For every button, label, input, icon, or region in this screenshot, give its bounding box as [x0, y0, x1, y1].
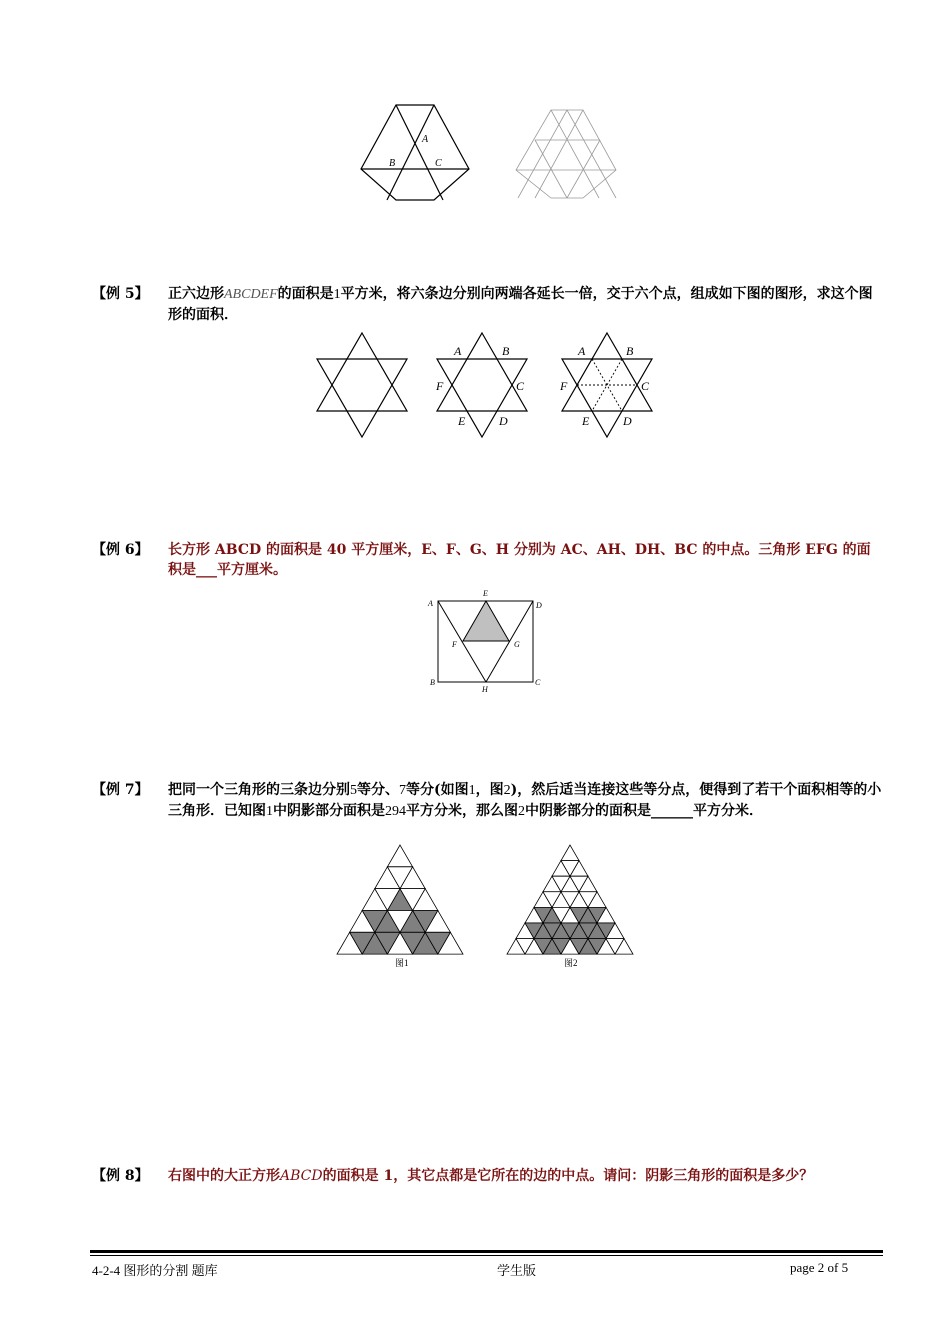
label-d: D — [536, 601, 542, 610]
label-d: D — [499, 414, 508, 428]
example-8-text — [168, 1166, 884, 1186]
text: 等分、 — [357, 782, 399, 798]
label-b: B — [430, 678, 435, 687]
text: 中阴影部分面积是 — [273, 803, 385, 819]
text: 等分(如图 — [406, 782, 469, 798]
example-6-text: 长方形 ABCD 的面积是 40 平方厘米，E、F、G、H 分别为 AC、AH、DH、BC 的中点。三角形 EFG 的面积是___平方厘米。 — [168, 542, 871, 578]
number: 1 — [333, 287, 341, 302]
number: 1 — [266, 804, 273, 819]
label-c: C — [435, 158, 442, 169]
label-g: G — [514, 640, 520, 649]
triangle-figure-2 — [507, 845, 633, 954]
text: 平方分米，那么图 — [406, 803, 518, 819]
footer-page-number: page 2 of 5 — [790, 1260, 849, 1275]
label-c: C — [641, 379, 650, 393]
text: 的面积是 — [277, 286, 334, 302]
label-b: B — [389, 158, 396, 169]
example-7-figures — [335, 840, 640, 975]
text: 正六边形 — [168, 286, 224, 302]
footer-rule-thin — [90, 1255, 883, 1256]
star-3-dotted-lines — [577, 359, 637, 411]
label-a: A — [454, 344, 462, 358]
example-7-text — [168, 780, 884, 822]
number: 1 — [468, 783, 476, 798]
text: 平方米，将六条边分别向两端各延长一倍，交于六个点，组成如下图的图形，求这个图形的面积． — [168, 286, 873, 323]
star-2 — [437, 333, 527, 437]
example-6-label: 【例 6】 — [92, 542, 149, 558]
footer-rule-thick — [90, 1250, 883, 1253]
text: ，图 — [475, 782, 504, 798]
text: )，然后适当连接这些等分点，便得到了若干个面积相等的小三角形．已知图 — [168, 782, 882, 819]
number: 5 — [350, 783, 357, 798]
top-hexagon-figures — [355, 100, 625, 205]
text: 的面积是 1，其它点都是它所在的边的中点。请问：阴影三角形的面积是多少？ — [322, 1168, 814, 1184]
footer-left: 4-2-4 图形的分割 题库 — [92, 1263, 218, 1278]
number: 2 — [518, 804, 525, 819]
number: 2 — [503, 783, 511, 798]
footer-center: 学生版 — [497, 1263, 537, 1278]
star-1 — [317, 333, 407, 437]
label-b: B — [626, 344, 634, 358]
label-e: E — [582, 414, 590, 428]
number: 294 — [385, 804, 406, 819]
hexagon-abc — [361, 105, 469, 200]
triangle-figure-1 — [337, 845, 463, 954]
label-e: E — [458, 414, 466, 428]
label-a: A — [422, 134, 429, 145]
triangle-efg — [463, 601, 509, 641]
example-8-label: 【例 8】 — [92, 1168, 149, 1184]
example-5-label: 【例 5】 — [92, 286, 149, 302]
label-b: B — [502, 344, 510, 358]
label-f: F — [560, 379, 568, 393]
hexagon-name: ABCDEF — [224, 287, 278, 302]
label-f: F — [436, 379, 444, 393]
figure-2-caption: 图2 — [564, 958, 578, 968]
example-5-text — [168, 284, 884, 325]
example-6-figure — [425, 585, 550, 697]
example-7-label: 【例 7】 — [92, 782, 149, 798]
number: 7 — [399, 783, 406, 798]
label-f: F — [452, 640, 457, 649]
figure-1-caption: 图1 — [395, 958, 409, 968]
label-a: A — [428, 599, 433, 608]
example-5-figures — [310, 328, 660, 443]
label-c: C — [516, 379, 525, 393]
text: 中阴影部分的面积是______平方分米． — [525, 803, 763, 819]
label-e: E — [483, 589, 488, 598]
label-c: C — [535, 678, 541, 687]
label-d: D — [623, 414, 632, 428]
small-triangle — [561, 845, 579, 861]
hexagon-grid — [516, 110, 616, 198]
square-name: ABCD — [280, 1168, 323, 1184]
text: 把同一个三角形的三条边分别 — [168, 782, 350, 798]
small-triangle — [387, 845, 412, 867]
label-a: A — [578, 344, 586, 358]
label-h: H — [482, 685, 488, 694]
text: 右图中的大正方形 — [168, 1168, 280, 1184]
